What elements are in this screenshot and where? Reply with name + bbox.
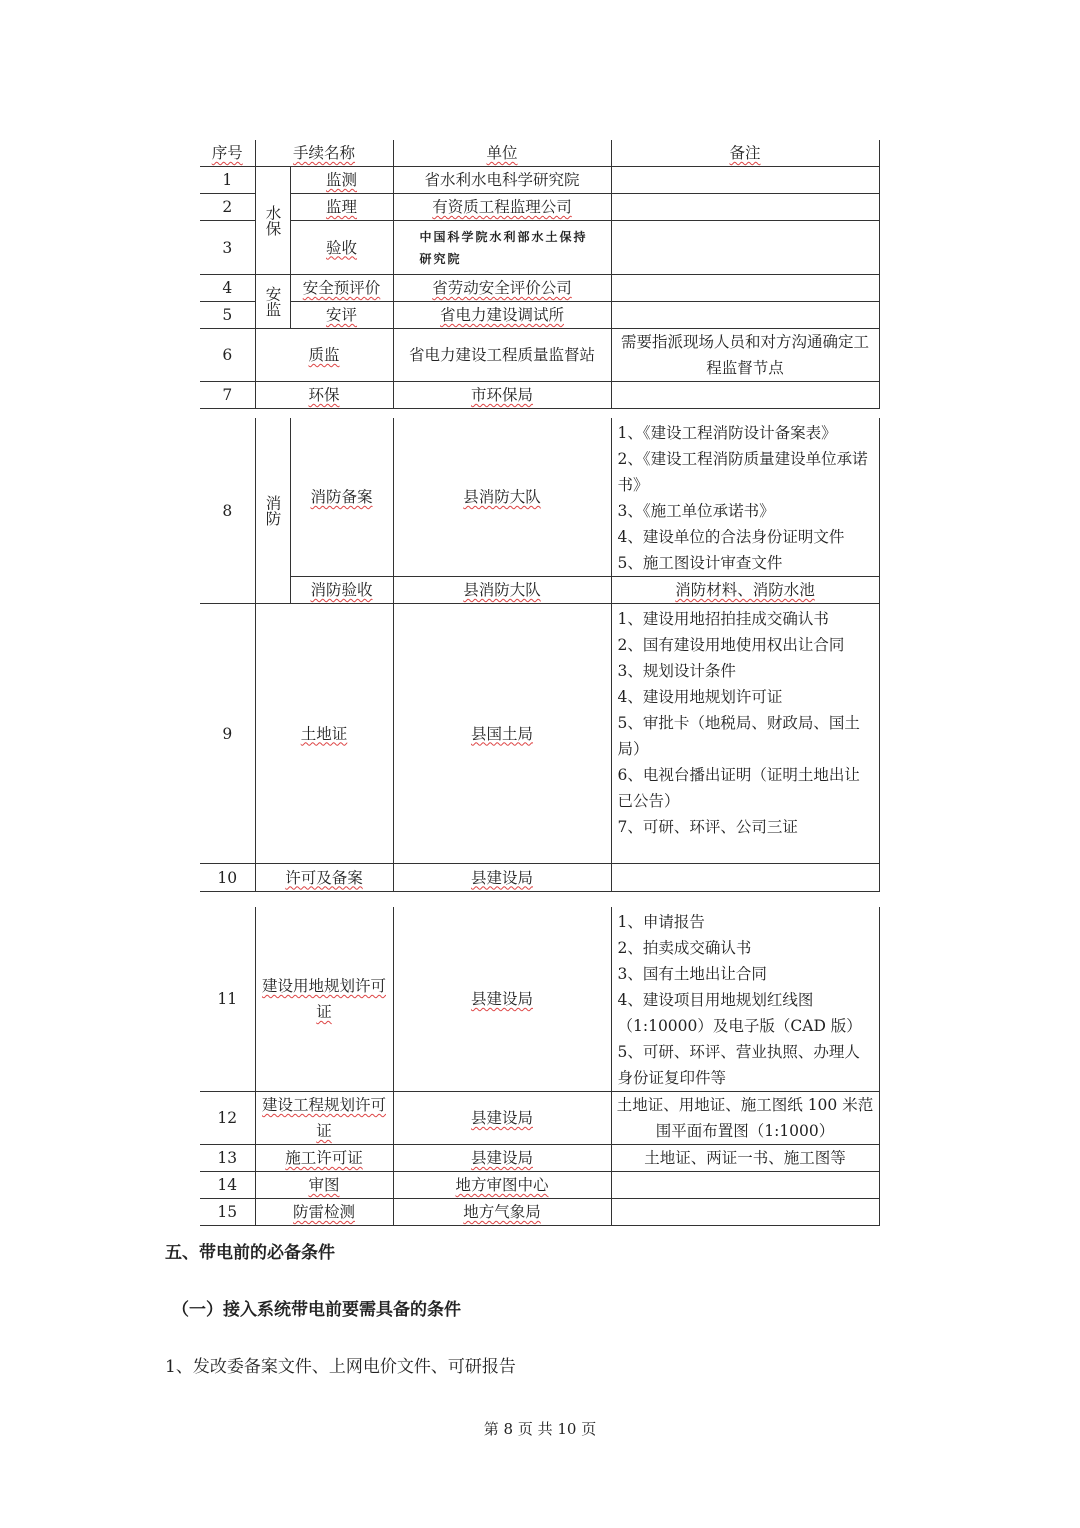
row-unit: 市环保局 [393, 382, 611, 409]
group-anjian: 安监 [255, 275, 290, 329]
row-name: 环保 [255, 382, 393, 409]
paragraph: 1、发改委备案文件、上网电价文件、可研报告 [165, 1357, 516, 1377]
row-unit: 省劳动安全评价公司 [393, 275, 611, 302]
row-unit: 有资质工程监理公司 [393, 194, 611, 221]
row-note [611, 275, 879, 302]
row-name: 安全预评价 [290, 275, 393, 302]
row-no: 14 [200, 1172, 255, 1199]
table-row [200, 577, 879, 604]
row-no: 1 [200, 167, 255, 194]
row-note [611, 194, 879, 221]
table-row [200, 907, 879, 1092]
note-item: 1、建设用地招拍挂成交确认书 [617, 610, 829, 628]
row-note: 土地证、用地证、施工图纸 100 米范围平面布置图（1:1000） [611, 1092, 879, 1145]
row-name: 安评 [290, 302, 393, 329]
row-no: 15 [200, 1199, 255, 1226]
header-seq: 序号 [200, 140, 255, 167]
row-note: 土地证、两证一书、施工图等 [611, 1145, 879, 1172]
note-item: 4、建设用地规划许可证 [617, 688, 783, 706]
table-row [200, 275, 879, 302]
subsection-heading: （一）接入系统带电前要需具备的条件 [172, 1300, 461, 1320]
procedures-table-part-1 [200, 140, 880, 409]
group-shuibao: 水保 [255, 167, 290, 275]
row-name: 土地证 [255, 604, 393, 864]
table-row [200, 864, 879, 892]
row-note: 消防材料、消防水池 [611, 577, 879, 604]
table-row [200, 1172, 879, 1199]
table-row [200, 194, 879, 221]
row-unit: 县建设局 [393, 907, 611, 1092]
note-item: 5、可研、环评、营业执照、办理人身份证复印件等 [617, 1043, 860, 1087]
row-no: 9 [200, 604, 255, 864]
procedures-table-part-2 [200, 418, 880, 892]
row-name: 质监 [255, 329, 393, 382]
row-note [611, 221, 879, 275]
row-note: 需要指派现场人员和对方沟通确定工程监督节点 [611, 329, 879, 382]
row-note [611, 382, 879, 409]
header-note: 备注 [611, 140, 879, 167]
table-row [200, 1199, 879, 1226]
note-item: 2、拍卖成交确认书 [617, 939, 752, 957]
table-row [200, 418, 879, 577]
row-name: 防雷检测 [255, 1199, 393, 1226]
row-name: 施工许可证 [255, 1145, 393, 1172]
note-item: 3、《施工单位承诺书》 [617, 502, 775, 520]
header-unit: 单位 [393, 140, 611, 167]
note-item: 1、《建设工程消防设计备案表》 [617, 424, 837, 442]
table-row [200, 604, 879, 864]
header-name: 手续名称 [255, 140, 393, 167]
row-unit: 地方气象局 [393, 1199, 611, 1226]
row-note [611, 167, 879, 194]
row-name: 许可及备案 [255, 864, 393, 892]
row-no: 8 [200, 418, 255, 604]
note-item: 3、规划设计条件 [617, 662, 736, 680]
note-item: 5、审批卡（地税局、财政局、国土局） [617, 714, 860, 758]
note-item: 6、电视台播出证明（证明土地出让已公告） [617, 766, 860, 810]
row-unit: 县建设局 [393, 1092, 611, 1145]
table-header-row [200, 140, 879, 167]
table-row [200, 1092, 879, 1145]
page-footer: 第 8 页 共 10 页 [483, 1420, 597, 1438]
row-name: 审图 [255, 1172, 393, 1199]
row-no: 3 [200, 221, 255, 275]
note-item: 3、国有土地出让合同 [617, 965, 767, 983]
row-unit: 省电力建设工程质量监督站 [393, 329, 611, 382]
table-row [200, 221, 879, 275]
row-note [611, 302, 879, 329]
row-notes [611, 418, 879, 577]
row-no: 6 [200, 329, 255, 382]
row-unit: 地方审图中心 [393, 1172, 611, 1199]
row-no: 7 [200, 382, 255, 409]
row-name: 验收 [290, 221, 393, 275]
group-xiaofang: 消防 [255, 418, 290, 604]
row-no: 12 [200, 1092, 255, 1145]
row-unit: 县建设局 [393, 864, 611, 892]
row-unit: 省电力建设调试所 [393, 302, 611, 329]
table-row [200, 1145, 879, 1172]
note-item: 4、建设项目用地规划红线图（1:10000）及电子版（CAD 版） [617, 991, 862, 1035]
table-row [200, 167, 879, 194]
row-notes [611, 907, 879, 1092]
row-note [611, 1199, 879, 1226]
table-row [200, 382, 879, 409]
row-name: 监测 [290, 167, 393, 194]
row-no: 10 [200, 864, 255, 892]
row-unit: 县消防大队 [393, 418, 611, 577]
row-no: 11 [200, 907, 255, 1092]
row-note [611, 1172, 879, 1199]
row-no: 2 [200, 194, 255, 221]
row-unit: 县建设局 [393, 1145, 611, 1172]
note-item: 1、申请报告 [617, 913, 705, 931]
row-name: 建设用地规划许可证 [255, 907, 393, 1092]
procedures-table-part-3 [200, 907, 880, 1226]
note-item: 7、可研、环评、公司三证 [617, 818, 798, 836]
row-unit: 县国土局 [393, 604, 611, 864]
note-item: 5、施工图设计审查文件 [617, 554, 783, 572]
row-name: 监理 [290, 194, 393, 221]
row-no: 5 [200, 302, 255, 329]
row-unit: 省水利水电科学研究院 [393, 167, 611, 194]
row-unit: 中国科学院水利部水土保持研究院 [393, 221, 611, 275]
table-row [200, 302, 879, 329]
table-row [200, 329, 879, 382]
row-note [611, 864, 879, 892]
note-item: 2、《建设工程消防质量建设单位承诺书》 [617, 450, 868, 494]
row-no: 13 [200, 1145, 255, 1172]
note-item: 2、国有建设用地使用权出让合同 [617, 636, 845, 654]
row-name: 消防验收 [290, 577, 393, 604]
section-heading: 五、带电前的必备条件 [165, 1243, 335, 1263]
row-name: 建设工程规划许可证 [255, 1092, 393, 1145]
row-unit: 县消防大队 [393, 577, 611, 604]
row-name: 消防备案 [290, 418, 393, 577]
note-item: 4、建设单位的合法身份证明文件 [617, 528, 845, 546]
row-notes [611, 604, 879, 864]
row-no: 4 [200, 275, 255, 302]
